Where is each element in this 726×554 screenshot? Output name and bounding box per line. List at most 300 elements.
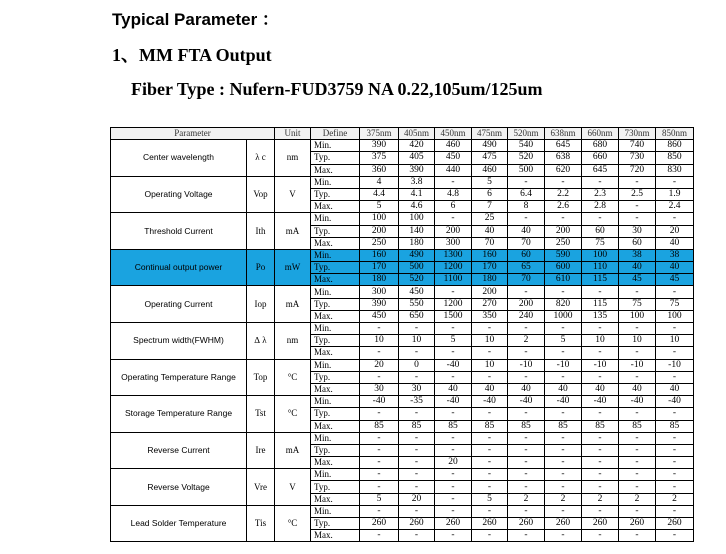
value-cell: 540	[508, 140, 545, 152]
value-cell: -	[545, 408, 582, 420]
value-cell: -	[582, 469, 619, 481]
value-cell: -	[508, 444, 545, 456]
header-cell: 405nm	[399, 128, 435, 140]
value-cell: 160	[360, 249, 399, 261]
value-cell: -	[545, 530, 582, 542]
value-cell: -	[472, 530, 508, 542]
value-cell: 2.2	[545, 188, 582, 200]
value-cell: 420	[399, 140, 435, 152]
value-cell: 638	[545, 152, 582, 164]
value-cell: 40	[619, 262, 656, 274]
table-row	[111, 505, 694, 517]
parameter-unit: mW	[275, 249, 311, 286]
value-cell: -	[472, 444, 508, 456]
value-cell: -	[656, 371, 694, 383]
value-cell: 75	[582, 237, 619, 249]
value-cell: 10	[399, 335, 435, 347]
value-cell: -	[619, 530, 656, 542]
value-cell: -	[399, 347, 435, 359]
value-cell: 2	[508, 493, 545, 505]
define-cell: Min.	[311, 176, 360, 188]
value-cell: -	[619, 505, 656, 517]
parameter-name: Operating Current	[111, 286, 247, 323]
define-cell: Typ.	[311, 481, 360, 493]
value-cell: 40	[545, 383, 582, 395]
value-cell: -	[435, 444, 472, 456]
value-cell: -	[545, 347, 582, 359]
value-cell: 10	[360, 335, 399, 347]
value-cell: -40	[472, 396, 508, 408]
value-cell: -	[435, 505, 472, 517]
value-cell: 38	[619, 249, 656, 261]
value-cell: -	[360, 481, 399, 493]
value-cell: 70	[472, 237, 508, 249]
value-cell: 490	[399, 249, 435, 261]
value-cell: 100	[582, 249, 619, 261]
define-cell: Typ.	[311, 152, 360, 164]
header-cell: 475nm	[472, 128, 508, 140]
value-cell: -	[582, 481, 619, 493]
parameter-name: Operating Voltage	[111, 176, 247, 213]
value-cell: -	[582, 371, 619, 383]
parameter-unit: °C	[275, 505, 311, 542]
value-cell: 390	[399, 164, 435, 176]
table-row	[111, 323, 694, 335]
value-cell: -	[472, 408, 508, 420]
value-cell: -	[360, 505, 399, 517]
parameter-unit: nm	[275, 140, 311, 177]
value-cell: 40	[656, 262, 694, 274]
value-cell: -	[399, 530, 435, 542]
value-cell: 40	[472, 383, 508, 395]
value-cell: 85	[656, 420, 694, 432]
value-cell: 250	[545, 237, 582, 249]
value-cell: -	[656, 505, 694, 517]
value-cell: -	[508, 347, 545, 359]
value-cell: 5	[545, 335, 582, 347]
value-cell: -	[545, 371, 582, 383]
value-cell: -	[582, 432, 619, 444]
define-cell: Typ.	[311, 408, 360, 420]
value-cell: 30	[619, 225, 656, 237]
value-cell: -	[619, 371, 656, 383]
value-cell: -	[582, 530, 619, 542]
value-cell: 20	[656, 225, 694, 237]
value-cell: -	[508, 286, 545, 298]
value-cell: -40	[435, 359, 472, 371]
value-cell: 10	[472, 359, 508, 371]
value-cell: 5	[472, 493, 508, 505]
value-cell: 100	[399, 213, 435, 225]
value-cell: -	[435, 469, 472, 481]
define-cell: Max.	[311, 530, 360, 542]
value-cell: -10	[582, 359, 619, 371]
value-cell: 45	[656, 274, 694, 286]
parameter-name: Threshold Current	[111, 213, 247, 250]
value-cell: -	[472, 371, 508, 383]
value-cell: -	[435, 371, 472, 383]
header-cell: Unit	[275, 128, 311, 140]
value-cell: -	[435, 432, 472, 444]
value-cell: -	[619, 213, 656, 225]
value-cell: 30	[360, 383, 399, 395]
value-cell: 2	[656, 493, 694, 505]
value-cell: -	[545, 213, 582, 225]
value-cell: -	[582, 213, 619, 225]
header-cell: 660nm	[582, 128, 619, 140]
value-cell: 6	[472, 188, 508, 200]
value-cell: -	[508, 176, 545, 188]
parameter-name: Spectrum width(FWHM)	[111, 323, 247, 360]
header-cell: 520nm	[508, 128, 545, 140]
value-cell: -	[508, 323, 545, 335]
value-cell: -	[619, 347, 656, 359]
define-cell: Max.	[311, 274, 360, 286]
value-cell: -	[435, 213, 472, 225]
parameter-unit: V	[275, 176, 311, 213]
value-cell: -	[656, 432, 694, 444]
value-cell: 350	[472, 310, 508, 322]
value-cell: 475	[472, 152, 508, 164]
value-cell: -	[545, 286, 582, 298]
define-cell: Typ.	[311, 225, 360, 237]
define-cell: Min.	[311, 505, 360, 517]
value-cell: 830	[656, 164, 694, 176]
value-cell: 20	[360, 359, 399, 371]
define-cell: Min.	[311, 140, 360, 152]
value-cell: -	[582, 505, 619, 517]
value-cell: -	[545, 481, 582, 493]
value-cell: 2.5	[619, 188, 656, 200]
value-cell: 390	[360, 298, 399, 310]
define-cell: Max.	[311, 164, 360, 176]
header-cell: 375nm	[360, 128, 399, 140]
value-cell: 360	[360, 164, 399, 176]
value-cell: 250	[360, 237, 399, 249]
value-cell: -	[360, 347, 399, 359]
value-cell: 820	[545, 298, 582, 310]
value-cell: 260	[656, 518, 694, 530]
value-cell: -10	[656, 359, 694, 371]
value-cell: -40	[435, 396, 472, 408]
value-cell: -	[656, 481, 694, 493]
parameter-unit: °C	[275, 396, 311, 433]
value-cell: 260	[545, 518, 582, 530]
value-cell: -	[545, 469, 582, 481]
value-cell: 260	[399, 518, 435, 530]
value-cell: 100	[619, 310, 656, 322]
value-cell: -	[399, 432, 435, 444]
value-cell: -	[582, 457, 619, 469]
value-cell: 3.8	[399, 176, 435, 188]
value-cell: 40	[656, 237, 694, 249]
value-cell: 60	[619, 237, 656, 249]
value-cell: 1100	[435, 274, 472, 286]
value-cell: -	[619, 481, 656, 493]
define-cell: Min.	[311, 359, 360, 371]
value-cell: 135	[582, 310, 619, 322]
value-cell: -	[656, 457, 694, 469]
value-cell: 170	[360, 262, 399, 274]
value-cell: 200	[360, 225, 399, 237]
value-cell: 7	[472, 201, 508, 213]
define-cell: Max.	[311, 347, 360, 359]
value-cell: -	[508, 481, 545, 493]
parameter-name: Reverse Current	[111, 432, 247, 469]
value-cell: -	[472, 323, 508, 335]
value-cell: 75	[619, 298, 656, 310]
value-cell: 645	[582, 164, 619, 176]
value-cell: 2	[582, 493, 619, 505]
value-cell: 85	[399, 420, 435, 432]
value-cell: -	[472, 347, 508, 359]
table-header-row	[111, 128, 694, 140]
value-cell: 10	[656, 335, 694, 347]
parameter-name: Operating Temperature Range	[111, 359, 247, 396]
value-cell: -	[619, 408, 656, 420]
value-cell: 500	[399, 262, 435, 274]
value-cell: 460	[435, 140, 472, 152]
value-cell: 680	[582, 140, 619, 152]
parameter-symbol: Vop	[247, 176, 275, 213]
define-cell: Max.	[311, 310, 360, 322]
value-cell: 180	[360, 274, 399, 286]
value-cell: -	[435, 530, 472, 542]
parameter-unit: V	[275, 469, 311, 506]
header-cell: 850nm	[656, 128, 694, 140]
value-cell: 115	[582, 274, 619, 286]
define-cell: Max.	[311, 420, 360, 432]
value-cell: 40	[582, 383, 619, 395]
value-cell: 115	[582, 298, 619, 310]
value-cell: 1500	[435, 310, 472, 322]
value-cell: -	[508, 432, 545, 444]
value-cell: -	[472, 432, 508, 444]
parameter-symbol: Iop	[247, 286, 275, 323]
parameter-symbol: Tis	[247, 505, 275, 542]
value-cell: -	[399, 323, 435, 335]
define-cell: Max.	[311, 383, 360, 395]
value-cell: -	[472, 457, 508, 469]
value-cell: 85	[472, 420, 508, 432]
value-cell: -10	[508, 359, 545, 371]
value-cell: -	[545, 432, 582, 444]
value-cell: 180	[399, 237, 435, 249]
value-cell: -	[360, 432, 399, 444]
value-cell: 20	[435, 457, 472, 469]
value-cell: -	[619, 286, 656, 298]
value-cell: -	[656, 347, 694, 359]
value-cell: 260	[435, 518, 472, 530]
table-row	[111, 140, 694, 152]
value-cell: 100	[656, 310, 694, 322]
value-cell: -	[399, 371, 435, 383]
value-cell: -	[619, 176, 656, 188]
define-cell: Max.	[311, 201, 360, 213]
value-cell: 730	[619, 152, 656, 164]
parameter-unit: mA	[275, 432, 311, 469]
value-cell: 375	[360, 152, 399, 164]
value-cell: -	[435, 176, 472, 188]
value-cell: 75	[656, 298, 694, 310]
value-cell: 40	[472, 225, 508, 237]
parameter-symbol: Po	[247, 249, 275, 286]
value-cell: 300	[360, 286, 399, 298]
value-cell: 30	[399, 383, 435, 395]
value-cell: 610	[545, 274, 582, 286]
value-cell: -10	[619, 359, 656, 371]
define-cell: Typ.	[311, 262, 360, 274]
value-cell: -	[399, 469, 435, 481]
define-cell: Min.	[311, 286, 360, 298]
value-cell: -40	[656, 396, 694, 408]
value-cell: 4.1	[399, 188, 435, 200]
value-cell: 5	[360, 201, 399, 213]
value-cell: 85	[545, 420, 582, 432]
value-cell: 550	[399, 298, 435, 310]
value-cell: 200	[508, 298, 545, 310]
value-cell: -	[619, 457, 656, 469]
value-cell: 2.4	[656, 201, 694, 213]
value-cell: 110	[582, 262, 619, 274]
value-cell: -40	[619, 396, 656, 408]
value-cell: -	[360, 444, 399, 456]
value-cell: -	[399, 505, 435, 517]
value-cell: -	[508, 213, 545, 225]
define-cell: Max.	[311, 457, 360, 469]
value-cell: 490	[472, 140, 508, 152]
value-cell: 2.3	[582, 188, 619, 200]
value-cell: -	[435, 323, 472, 335]
value-cell: 850	[656, 152, 694, 164]
value-cell: -40	[582, 396, 619, 408]
value-cell: -	[508, 408, 545, 420]
header-cell: 638nm	[545, 128, 582, 140]
value-cell: 1200	[435, 262, 472, 274]
fiber-type-line: Fiber Type : Nufern-FUD3759 NA 0.22,105um/125um	[131, 79, 543, 99]
value-cell: 260	[508, 518, 545, 530]
value-cell: 860	[656, 140, 694, 152]
define-cell: Typ.	[311, 444, 360, 456]
value-cell: -	[619, 469, 656, 481]
value-cell: 40	[508, 383, 545, 395]
table-row	[111, 249, 694, 261]
value-cell: 140	[399, 225, 435, 237]
parameter-name: Lead Solder Temperature	[111, 505, 247, 542]
define-cell: Min.	[311, 432, 360, 444]
value-cell: -	[435, 481, 472, 493]
value-cell: 4.8	[435, 188, 472, 200]
value-cell: 5	[360, 493, 399, 505]
value-cell: 10	[619, 335, 656, 347]
value-cell: 405	[399, 152, 435, 164]
value-cell: 260	[360, 518, 399, 530]
value-cell: -	[545, 505, 582, 517]
page-heading: Typical Parameter ：	[112, 10, 279, 29]
value-cell: 450	[435, 152, 472, 164]
value-cell: 60	[582, 225, 619, 237]
value-cell: 1300	[435, 249, 472, 261]
value-cell: 520	[508, 152, 545, 164]
value-cell: 300	[435, 237, 472, 249]
value-cell: 85	[360, 420, 399, 432]
parameter-name: Center wavelength	[111, 140, 247, 177]
value-cell: 660	[582, 152, 619, 164]
parameter-unit: mA	[275, 213, 311, 250]
value-cell: 4	[360, 176, 399, 188]
define-cell: Min.	[311, 396, 360, 408]
value-cell: -	[656, 469, 694, 481]
value-cell: -	[619, 323, 656, 335]
value-cell: 6.4	[508, 188, 545, 200]
value-cell: 260	[472, 518, 508, 530]
parameter-symbol: ∆ λ	[247, 323, 275, 360]
value-cell: -	[508, 505, 545, 517]
value-cell: -	[435, 408, 472, 420]
value-cell: 70	[508, 274, 545, 286]
header-cell: Define	[311, 128, 360, 140]
value-cell: 38	[656, 249, 694, 261]
value-cell: 10	[582, 335, 619, 347]
define-cell: Typ.	[311, 298, 360, 310]
value-cell: 260	[582, 518, 619, 530]
value-cell: -	[656, 408, 694, 420]
value-cell: -	[545, 444, 582, 456]
value-cell: -	[472, 469, 508, 481]
define-cell: Typ.	[311, 188, 360, 200]
define-cell: Typ.	[311, 371, 360, 383]
define-cell: Typ.	[311, 518, 360, 530]
value-cell: -	[472, 481, 508, 493]
table-row	[111, 213, 694, 225]
parameter-symbol: Ith	[247, 213, 275, 250]
value-cell: 2	[545, 493, 582, 505]
parameter-unit: °C	[275, 359, 311, 396]
value-cell: -	[508, 371, 545, 383]
value-cell: -	[656, 444, 694, 456]
value-cell: 2	[508, 335, 545, 347]
value-cell: -	[360, 323, 399, 335]
value-cell: -	[435, 286, 472, 298]
table-row	[111, 286, 694, 298]
value-cell: 4.4	[360, 188, 399, 200]
value-cell: 25	[472, 213, 508, 225]
value-cell: -	[619, 201, 656, 213]
value-cell: 1.9	[656, 188, 694, 200]
value-cell: 160	[472, 249, 508, 261]
header-cell: 730nm	[619, 128, 656, 140]
value-cell: 200	[472, 286, 508, 298]
value-cell: 590	[545, 249, 582, 261]
value-cell: 6	[435, 201, 472, 213]
value-cell: -	[656, 286, 694, 298]
value-cell: -	[399, 457, 435, 469]
value-cell: 100	[360, 213, 399, 225]
value-cell: -	[399, 444, 435, 456]
value-cell: 5	[472, 176, 508, 188]
value-cell: 0	[399, 359, 435, 371]
value-cell: 2.8	[582, 201, 619, 213]
value-cell: -	[656, 176, 694, 188]
value-cell: -	[508, 530, 545, 542]
value-cell: 240	[508, 310, 545, 322]
value-cell: 440	[435, 164, 472, 176]
value-cell: 200	[545, 225, 582, 237]
value-cell: 8	[508, 201, 545, 213]
value-cell: -	[582, 444, 619, 456]
value-cell: -	[582, 176, 619, 188]
value-cell: 40	[508, 225, 545, 237]
